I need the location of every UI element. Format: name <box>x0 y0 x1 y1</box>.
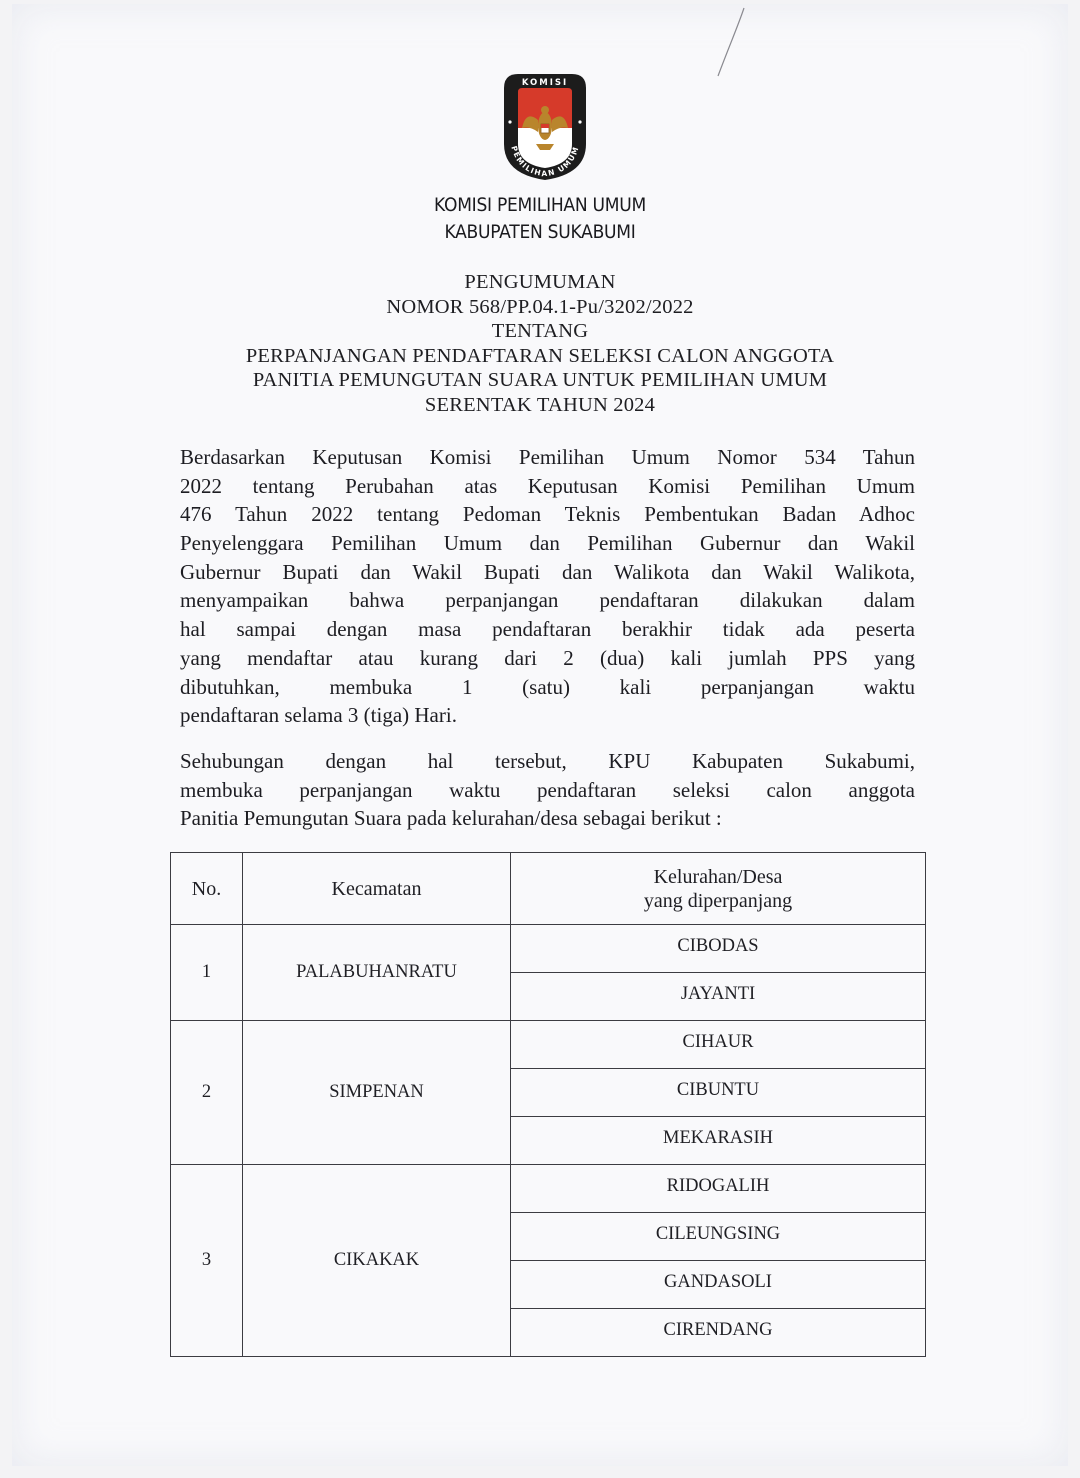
paragraph-line: menyampaikan bahwa perpanjangan pendaftaran dilakukan dalam <box>180 588 915 613</box>
cell-no: 1 <box>171 925 243 1021</box>
paragraph-line: hal sampai dengan masa pendaftaran berakhir tidak ada peserta <box>180 617 915 642</box>
announcement-subject-line: PANITIA PEMUNGUTAN SUARA UNTUK PEMILIHAN UMUM <box>252 369 828 392</box>
header-desa <box>511 853 926 925</box>
table-row <box>171 925 926 973</box>
org-name: KOMISI PEMILIHAN UMUM <box>433 194 647 216</box>
paragraph-line: pendaftaran selama 3 (tiga) Hari. <box>180 703 457 728</box>
announcement-type: PENGUMUMAN <box>464 271 616 293</box>
announcement-number: NOMOR 568/PP.04.1-Pu/3202/2022 <box>386 295 694 318</box>
paragraph-line: yang mendaftar atau kurang dari 2 (dua) kali jumlah PPS yang <box>180 645 915 670</box>
paragraph-line: 476 Tahun 2022 tentang Pedoman Teknis Pembentukan Badan Adhoc <box>180 502 915 527</box>
org-regency: KABUPATEN SUKABUMI <box>444 221 636 243</box>
cell-kecamatan: SIMPENAN <box>243 1021 511 1165</box>
cell-desa: MEKARASIH <box>511 1117 926 1165</box>
table-header-row <box>171 853 926 925</box>
paragraph-line: 2022 tentang Perubahan atas Keputusan Komisi Pemilihan Umum <box>180 473 915 498</box>
paragraph-line: Gubernur Bupati dan Wakil Bupati dan Walikota dan Wakil Walikota, <box>180 559 915 584</box>
cell-desa: RIDOGALIH <box>511 1165 926 1213</box>
paragraph-line: membuka perpanjangan waktu pendaftaran seleksi calon anggota <box>180 777 915 802</box>
cell-desa: CIBODAS <box>511 925 926 973</box>
pen-stroke-mark <box>712 6 752 78</box>
table-row <box>171 1021 926 1069</box>
header-no: No. <box>171 853 243 925</box>
paragraph-line: Penyelenggara Pemilihan Umum dan Pemilihan Gubernur dan Wakil <box>180 531 915 556</box>
paragraph-line: Panitia Pemungutan Suara pada kelurahan/desa sebagai berikut : <box>180 806 722 831</box>
paragraph-legal-basis <box>180 443 915 730</box>
paragraph-line: Sehubungan dengan hal tersebut, KPU Kabupaten Sukabumi, <box>180 749 915 773</box>
cell-no: 3 <box>171 1165 243 1357</box>
cell-desa: CILEUNGSING <box>511 1213 926 1261</box>
announcement-about: TENTANG <box>491 320 589 343</box>
header-desa-line2: yang diperpanjang <box>643 889 793 912</box>
cell-desa: CIHAUR <box>511 1021 926 1069</box>
announcement-subject-line: PERPANJANGAN PENDAFTARAN SELEKSI CALON ANGGOTA <box>245 344 835 367</box>
header-desa-line1: Kelurahan/Desa <box>653 865 783 888</box>
paragraph-announcement <box>180 747 915 833</box>
header-kecamatan: Kecamatan <box>243 853 511 925</box>
cell-desa: CIRENDANG <box>511 1309 926 1357</box>
extension-table <box>170 852 926 1357</box>
paragraph-line: dibutuhkan, membuka 1 (satu) kali perpanjangan waktu <box>180 674 915 699</box>
logo-text-bottom: PEMILIHAN UMUM <box>509 144 581 179</box>
paragraph-line: Berdasarkan Keputusan Komisi Pemilihan Umum Nomor 534 Tahun <box>180 445 915 469</box>
table-row <box>171 1165 926 1213</box>
cell-desa: CIBUNTU <box>511 1069 926 1117</box>
announcement-subject-line: SERENTAK TAHUN 2024 <box>424 393 656 416</box>
cell-desa: GANDASOLI <box>511 1261 926 1309</box>
cell-no: 2 <box>171 1021 243 1165</box>
cell-desa: JAYANTI <box>511 973 926 1021</box>
cell-kecamatan: PALABUHANRATU <box>243 925 511 1021</box>
cell-kecamatan: CIKAKAK <box>243 1165 511 1357</box>
announcement-title-block <box>0 270 1080 418</box>
logo-text-top: KOMISI <box>521 78 569 88</box>
kpu-logo <box>496 70 594 182</box>
